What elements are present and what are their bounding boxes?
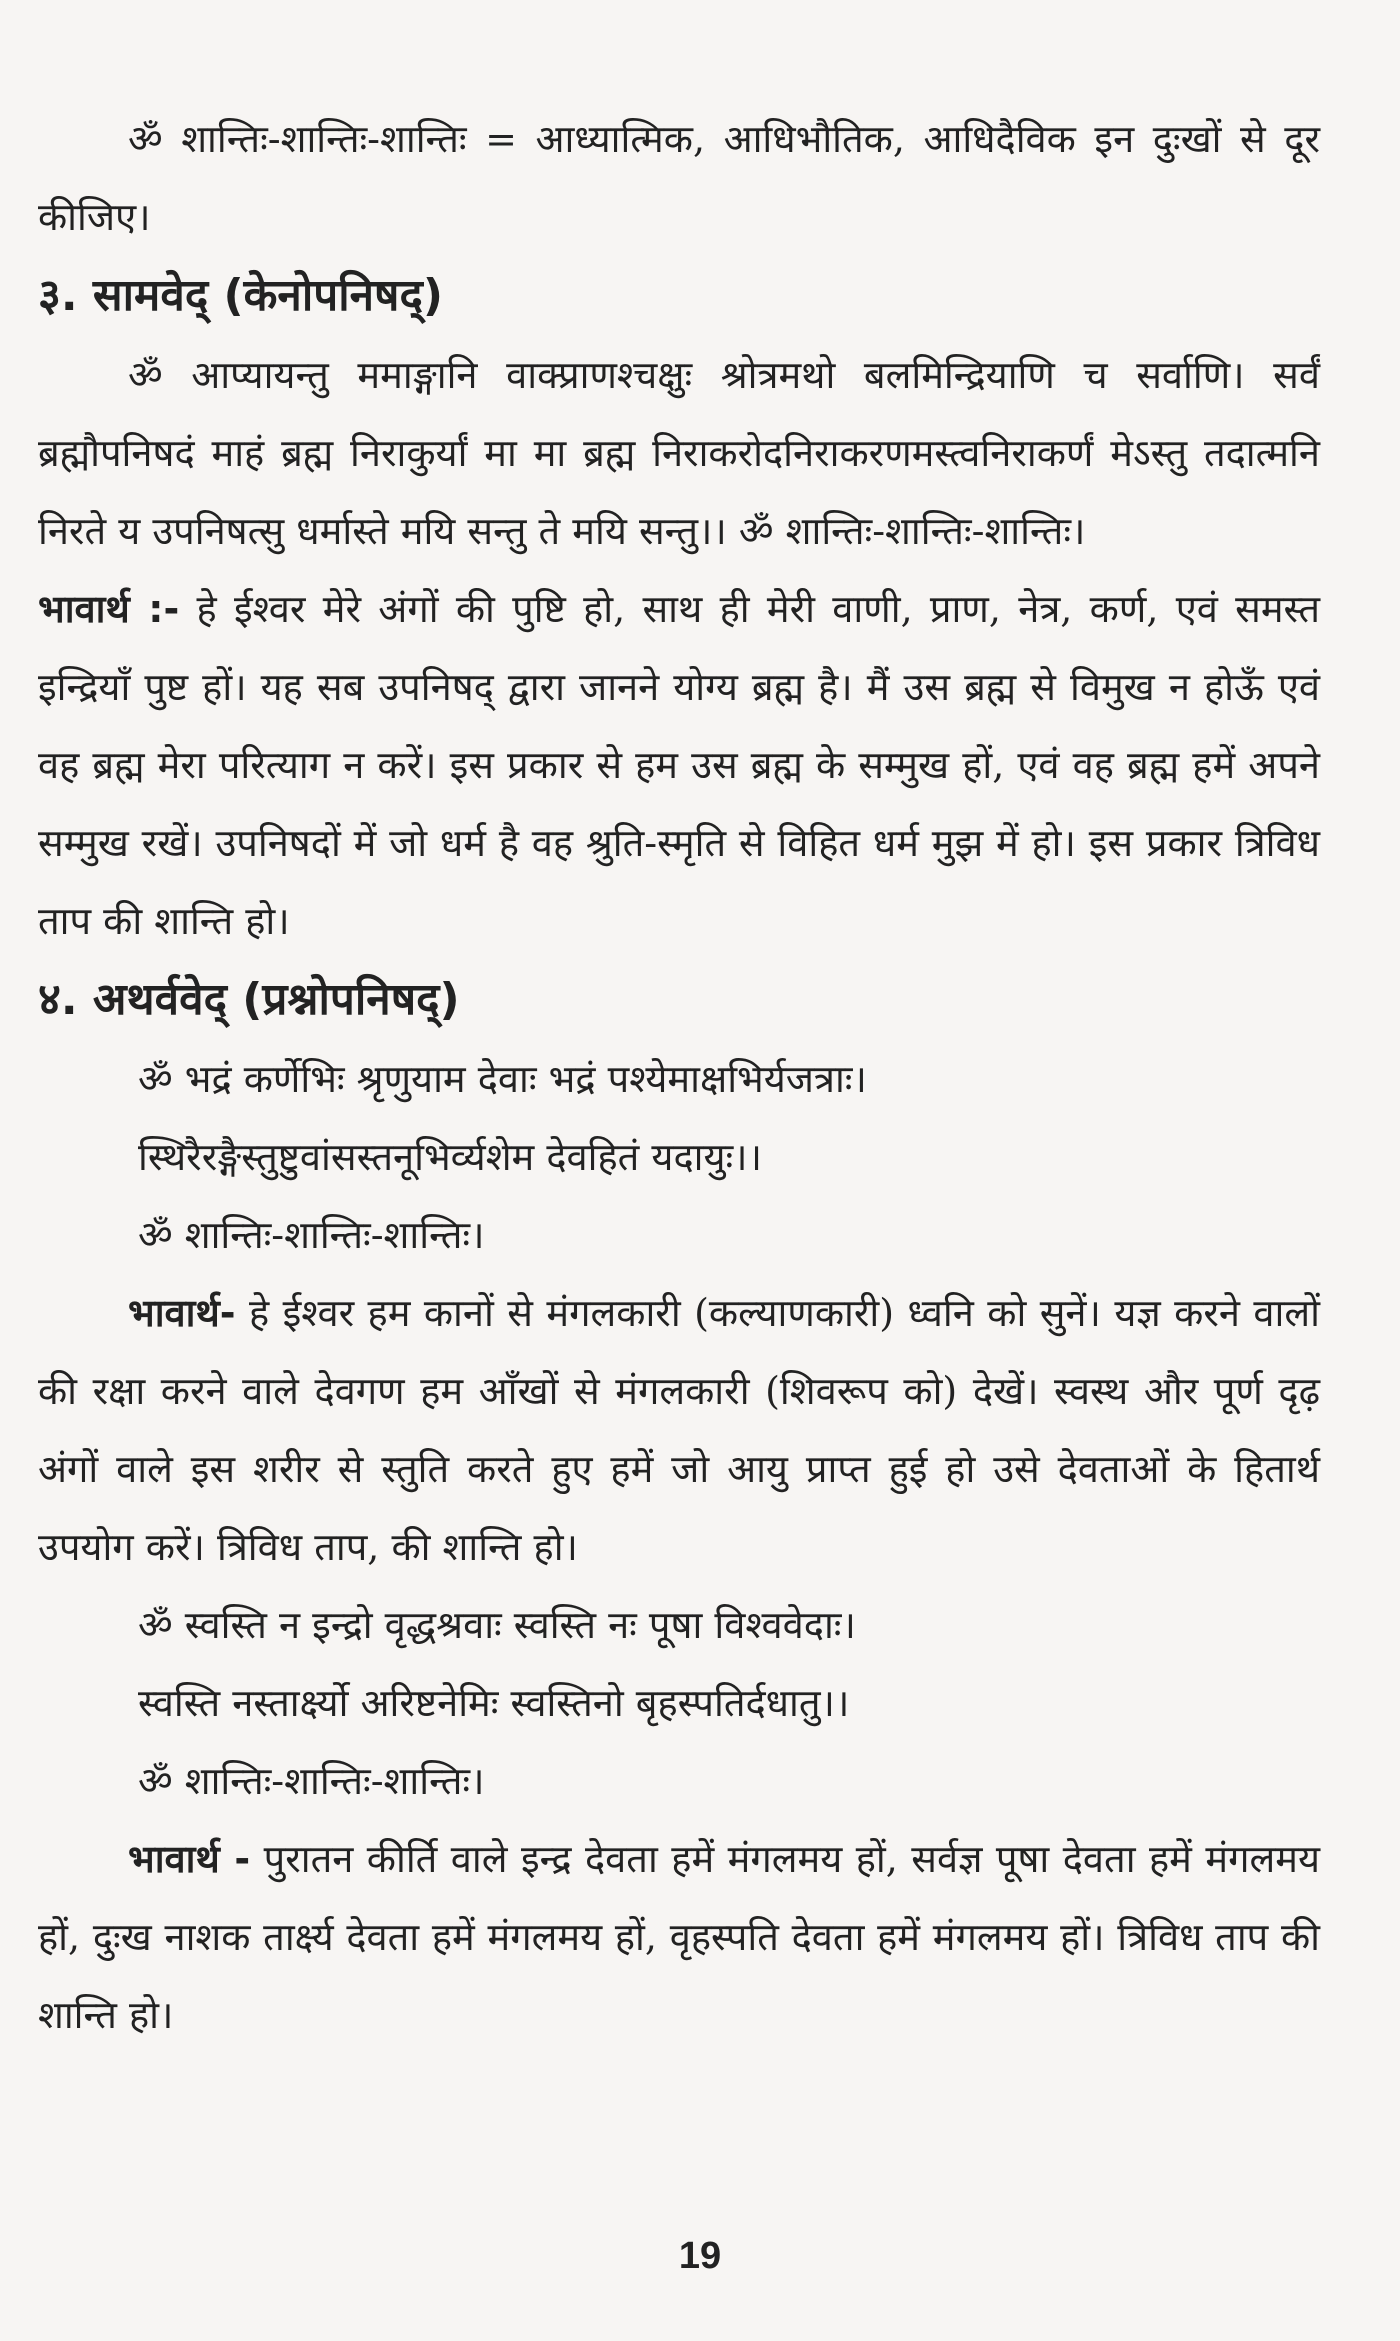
page-number: 19 (678, 2235, 722, 2277)
verse-line: ॐ स्वस्ति न इन्द्रो वृद्धश्रवाः स्वस्ति नः पूषा विश्ववेदाः। (138, 1603, 856, 1647)
bhavarth-text: हे ईश्वर हम कानों से मंगलकारी (कल्याणकारी) ध्वनि को सुनें। यज्ञ करने वालों की रक्षा करने वाले देवगण हम आँखों से मंगलकारी (शिवरूप को) देखें। स्वस्थ और पूर्ण दृढ़ अंगों वाले इस शरीर से स्तुति करते हुए हमें जो आयु प्राप्त हुई हो उसे देवताओं के हितार्थ उपयोग करें। त्रिविध ताप, की शान्ति हो। (38, 1291, 1320, 1569)
bhavarth-label: भावार्थ - (128, 1837, 251, 1881)
bhavarth-paragraph-kena (38, 570, 1320, 960)
verse-line: ॐ भद्रं कर्णेभिः श्रृणुयाम देवाः भद्रं पश्येमाक्षभिर्यजत्राः। (138, 1057, 867, 1101)
bhavarth-paragraph-svasti (38, 1820, 1320, 2054)
kena-shanti-mantra: ॐ आप्यायन्तु ममाङ्गानि वाक्प्राणश्चक्षुः श्रोत्रमथो बलमिन्द्रियाणि च सर्वाणि। सर्वं ब्रह्मौपनिषदं माहं ब्रह्म निराकुर्यां मा मा ब्रह्म निराकरोदनिराकरणमस्त्वनिराकर्णं मेऽस्तु तदात्मनि निरते य उपनिषत्सु धर्मास्ते मयि सन्तु ते मयि सन्तु।। ॐ शान्तिः-शान्तिः-शान्तिः। (38, 353, 1320, 553)
verse-line: ॐ शान्तिः-शान्तिः-शान्तिः। (138, 1759, 485, 1803)
section-heading-atharvaveda: ४. अथर्ववेद् (प्रश्नोपनिषद्) (38, 974, 460, 1025)
verse-line: स्वस्ति नस्तार्क्ष्यो अरिष्टनेमिः स्वस्तिनो बृहस्पतिर्दधातु।। (138, 1681, 850, 1725)
intro-paragraph: ॐ शान्तिः-शान्तिः-शान्तिः = आध्यात्मिक, आधिभौतिक, आधिदैविक इन दुःखों से दूर कीजिए। (38, 117, 1320, 239)
verse-line: स्थिरैरङ्गैस्तुष्टुवांसस्तनूभिर्व्यशेम देवहितं यदायुः।। (138, 1135, 762, 1179)
verse-line: ॐ शान्तिः-शान्तिः-शान्तिः। (138, 1213, 485, 1257)
bhavarth-label: भावार्थ :- (38, 587, 180, 631)
bhavarth-text: पुरातन कीर्ति वाले इन्द्र देवता हमें मंगलमय हों, सर्वज्ञ पूषा देवता हमें मंगलमय हों, दुःख नाशक तार्क्ष्य देवता हमें मंगलमय हों, वृहस्पति देवता हमें मंगलमय हों। त्रिविध ताप की शान्ति हो। (38, 1837, 1320, 2037)
bhavarth-label: भावार्थ- (128, 1291, 236, 1335)
section-heading-samaveda: ३. सामवेद् (केनोपनिषद्) (38, 270, 443, 321)
bhavarth-paragraph-bhadram (38, 1274, 1320, 1586)
bhavarth-text: हे ईश्वर मेरे अंगों की पुष्टि हो, साथ ही मेरी वाणी, प्राण, नेत्र, कर्ण, एवं समस्त इन्द्रियाँ पुष्ट हों। यह सब उपनिषद् द्वारा जानने योग्य ब्रह्म है। मैं उस ब्रह्म से विमुख न होऊँ एवं वह ब्रह्म मेरा परित्याग न करें। इस प्रकार से हम उस ब्रह्म के सम्मुख हों, एवं वह ब्रह्म हमें अपने सम्मुख रखें। उपनिषदों में जो धर्म है वह श्रुति-स्मृति से विहित धर्म मुझ में हो। इस प्रकार त्रिविध ताप की शान्ति हो। (38, 587, 1320, 943)
